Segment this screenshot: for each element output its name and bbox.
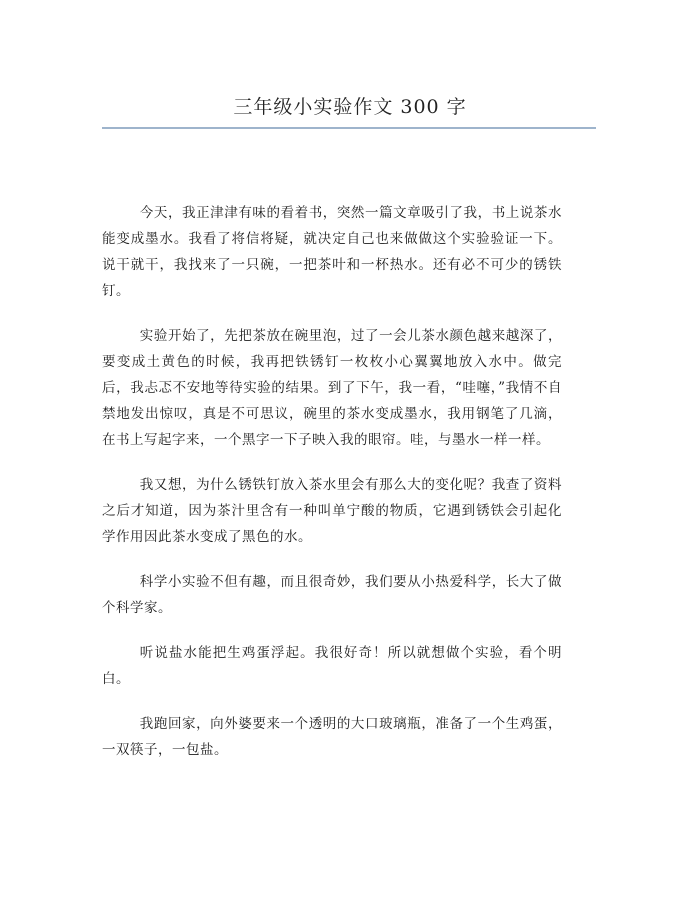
title-underline [102, 127, 596, 129]
paragraph-5: 听说盐水能把生鸡蛋浮起。我很好奇！所以就想做个实验，看个明白。 [102, 645, 562, 687]
document-body [102, 200, 562, 782]
document-title: 三年级小实验作文 300 字 [233, 96, 467, 118]
paragraph-1: 今天，我正津津有味的看着书，突然一篇文章吸引了我，书上说茶水能变成墨水。我看了将信将疑，就决定自己也来做做这个实验验证一下。说干就干，我找来了一只碗，一把茶叶和一杯热水。还有必不可少的锈铁钉。 [102, 205, 562, 299]
paragraph-2: 实验开始了，先把茶放在碗里泡，过了一会儿茶水颜色越来越深了，要变成土黄色的时候，我再把铁锈钉一枚枚小心翼翼地放入水中。做完后，我忐忑不安地等待实验的结果。到了下午，我一看，“哇噻，”我情不自禁地发出惊叹，真是不可思议，碗里的茶水变成墨水，我用钢笔了几滴，在书上写起字来，一个黑字一下子映入我的眼帘。哇，与墨水一样一样。 [102, 328, 562, 448]
paragraph-4: 科学小实验不但有趣，而且很奇妙，我们要从小热爱科学，长大了做个科学家。 [102, 574, 562, 616]
paragraph-3: 我又想，为什么锈铁钉放入茶水里会有那么大的变化呢？我查了资料之后才知道，因为茶汁里含有一种叫单宁酸的物质，它遇到锈铁会引起化学作用因此茶水变成了黑色的水。 [102, 477, 562, 545]
paragraph-6: 我跑回家，向外婆要来一个透明的大口玻璃瓶，准备了一个生鸡蛋，一双筷子，一包盐。 [102, 716, 562, 758]
